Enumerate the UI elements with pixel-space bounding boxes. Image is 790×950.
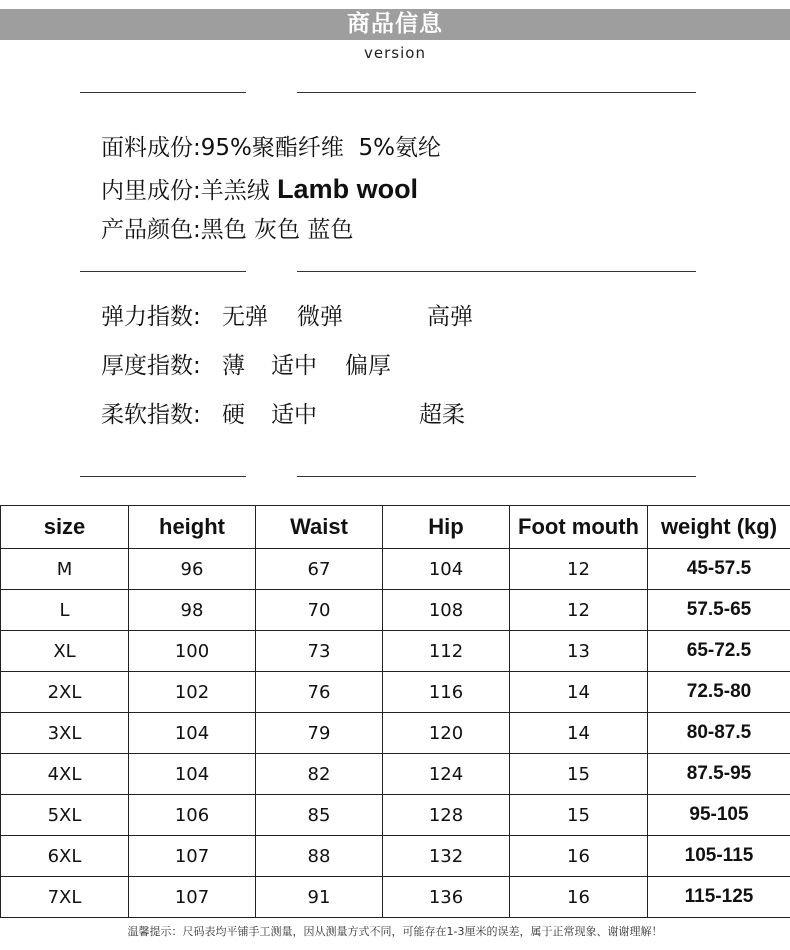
divider-2-right [297, 271, 696, 272]
cell-hip: 128 [383, 795, 510, 836]
cell-hip: 136 [383, 877, 510, 918]
cell-size: M [1, 549, 129, 590]
table-row [1, 631, 790, 672]
cell-foot-mouth: 16 [510, 877, 648, 918]
fabric-value: 95%聚酯纤维 5%氨纶 [200, 135, 441, 161]
cell-hip: 124 [383, 754, 510, 795]
fabric-line [101, 133, 441, 163]
page-subtitle: version [364, 44, 426, 62]
lining-label: 内里成份: [101, 178, 201, 204]
header-size: size [1, 506, 129, 549]
lining-value: 羊羔绒 [200, 178, 270, 204]
cell-weight: 115-125 [648, 877, 790, 918]
size-table [0, 505, 790, 918]
thickness-option-thick: 偏厚 [345, 353, 391, 379]
cell-hip: 112 [383, 631, 510, 672]
cell-size: 5XL [1, 795, 129, 836]
cell-size: L [1, 590, 129, 631]
cell-weight: 45-57.5 [648, 549, 790, 590]
cell-weight: 72.5-80 [648, 672, 790, 713]
cell-waist: 73 [256, 631, 383, 672]
elastic-label: 弹力指数: [101, 304, 201, 330]
cell-size: 4XL [1, 754, 129, 795]
cell-waist: 70 [256, 590, 383, 631]
cell-hip: 120 [383, 713, 510, 754]
cell-height: 107 [129, 877, 256, 918]
color-line [101, 215, 353, 245]
cell-foot-mouth: 14 [510, 713, 648, 754]
cell-waist: 85 [256, 795, 383, 836]
header-foot-mouth: Foot mouth [510, 506, 648, 549]
cell-size: 2XL [1, 672, 129, 713]
cell-waist: 82 [256, 754, 383, 795]
header-hip: Hip [383, 506, 510, 549]
cell-height: 107 [129, 836, 256, 877]
table-row [1, 836, 790, 877]
header-weight: weight (kg) [648, 506, 790, 549]
cell-height: 104 [129, 754, 256, 795]
cell-height: 98 [129, 590, 256, 631]
table-row [1, 877, 790, 918]
cell-weight: 65-72.5 [648, 631, 790, 672]
table-row [1, 754, 790, 795]
cell-waist: 79 [256, 713, 383, 754]
table-row [1, 713, 790, 754]
cell-waist: 91 [256, 877, 383, 918]
cell-height: 96 [129, 549, 256, 590]
cell-size: 6XL [1, 836, 129, 877]
cell-waist: 88 [256, 836, 383, 877]
size-table-header [1, 506, 790, 549]
divider-1-left [80, 92, 246, 93]
table-row [1, 795, 790, 836]
cell-height: 100 [129, 631, 256, 672]
softness-option-hard: 硬 [222, 402, 245, 428]
divider-1-right [297, 92, 696, 93]
cell-hip: 104 [383, 549, 510, 590]
color-label: 产品颜色: [101, 217, 201, 243]
table-row [1, 590, 790, 631]
divider-3-right [297, 476, 696, 477]
lining-line [101, 174, 418, 206]
cell-weight: 80-87.5 [648, 713, 790, 754]
cell-height: 102 [129, 672, 256, 713]
cell-foot-mouth: 15 [510, 754, 648, 795]
cell-foot-mouth: 16 [510, 836, 648, 877]
header-height: height [129, 506, 256, 549]
cell-hip: 116 [383, 672, 510, 713]
cell-foot-mouth: 13 [510, 631, 648, 672]
cell-hip: 108 [383, 590, 510, 631]
thickness-option-medium: 适中 [271, 353, 317, 379]
footnote: 温馨提示：尺码表均平铺手工测量，因从测量方式不同，可能存在1-3厘米的误差，属于正常现象、谢谢理解！ [127, 925, 663, 938]
cell-weight: 87.5-95 [648, 754, 790, 795]
divider-2-left [80, 271, 246, 272]
elastic-option-none: 无弹 [222, 304, 268, 330]
elastic-option-high: 高弹 [427, 304, 473, 330]
color-value: 黑色 灰色 蓝色 [200, 217, 354, 243]
cell-foot-mouth: 15 [510, 795, 648, 836]
lining-value-en: Lamb wool [277, 174, 419, 204]
cell-height: 106 [129, 795, 256, 836]
cell-waist: 67 [256, 549, 383, 590]
page-title: 商品信息 [347, 11, 443, 37]
softness-label: 柔软指数: [101, 402, 201, 428]
cell-weight: 105-115 [648, 836, 790, 877]
cell-hip: 132 [383, 836, 510, 877]
cell-waist: 76 [256, 672, 383, 713]
elastic-option-slight: 微弹 [297, 304, 343, 330]
cell-height: 104 [129, 713, 256, 754]
header-waist: Waist [256, 506, 383, 549]
cell-foot-mouth: 12 [510, 590, 648, 631]
softness-option-soft: 超柔 [419, 402, 465, 428]
thickness-option-thin: 薄 [222, 353, 245, 379]
cell-size: XL [1, 631, 129, 672]
cell-foot-mouth: 14 [510, 672, 648, 713]
cell-size: 7XL [1, 877, 129, 918]
thickness-label: 厚度指数: [101, 353, 201, 379]
cell-size: 3XL [1, 713, 129, 754]
fabric-label: 面料成份: [101, 135, 201, 161]
softness-option-medium: 适中 [271, 402, 317, 428]
table-row [1, 549, 790, 590]
cell-weight: 57.5-65 [648, 590, 790, 631]
cell-foot-mouth: 12 [510, 549, 648, 590]
divider-3-left [80, 476, 246, 477]
table-row [1, 672, 790, 713]
cell-weight: 95-105 [648, 795, 790, 836]
